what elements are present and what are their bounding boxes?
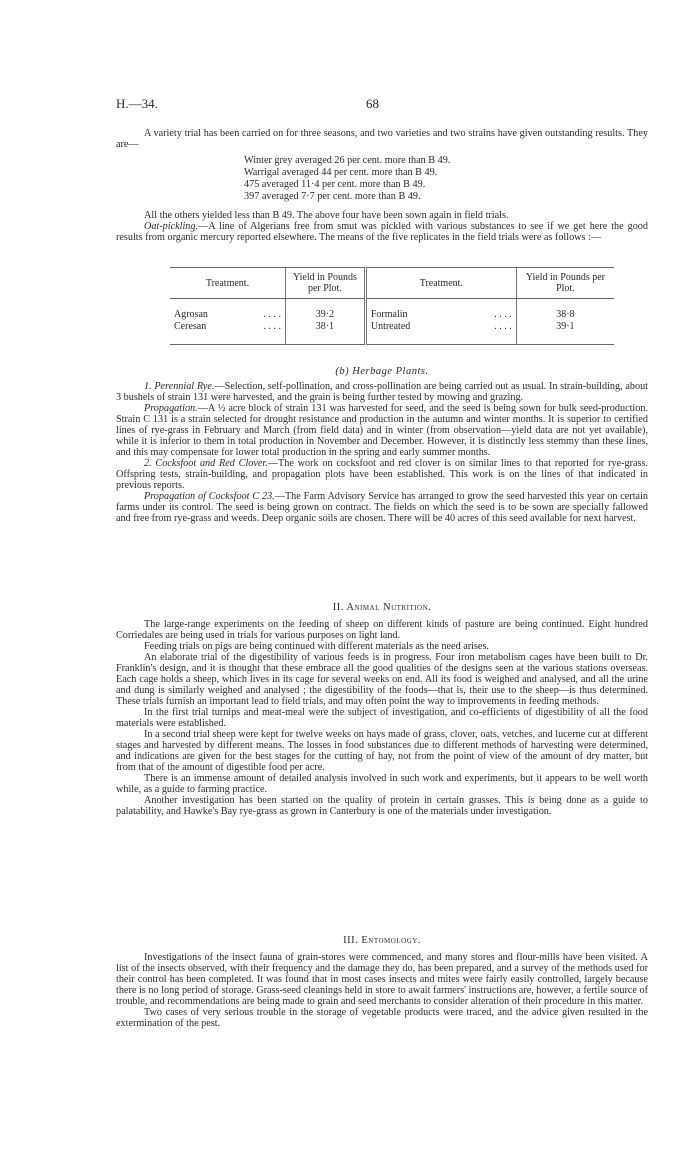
list-item: Winter grey averaged 26 per cent. more than B 49. (244, 155, 451, 166)
intro-paragraph (116, 128, 648, 150)
treatment-cell: Untreated (370, 320, 411, 332)
table-header: Treatment. (365, 268, 516, 299)
nutrition-paragraph: The large-range experiments on the feeding of sheep on different kinds of pasture are being continued. Eight hundred Corriedales are being used in trials for various purposes on light land. (116, 619, 648, 641)
yield-table (170, 267, 614, 345)
propagation-paragraph (116, 403, 648, 458)
nutrition-paragraph: There is an immense amount of detailed analysis involved in such work and experiments, but it appears to be well worth while, as a guide to farming practice. (116, 773, 648, 795)
nutrition-paragraph: Another investigation has been started on the quality of protein in certain grasses. This is being done as a guide to palatability, and Hawke's Bay rye-grass as grown in Canterbury is one of the materials under investigation. (116, 795, 648, 817)
document-code: H.—34. (116, 96, 158, 111)
propagation-text: —A ½ acre block of strain 131 was harvested for seed, and the seed is being sown for bulk seed-production. Strain C 131 is a strain selected for drought resistance and production in the autumn and winter months. It is superior to certified lines of rye-grass in February and March (from field data) and in winter (from observation—yield data are not yet available), while it is inferior to them in total production in November and December. However, it is distinctly less stemmy than these lines, and this may compensate for lower total production in the spring and early summer months. (116, 403, 648, 458)
list-item: 397 averaged 7·7 per cent. more than B 49. (244, 191, 421, 202)
oat-pickling-text: —A line of Algerians free from smut was pickled with various substances to see if we get here the good results from organic mercury reported elsewhere. The means of the five replicates in the field trials were as follows :— (116, 221, 648, 243)
oat-pickling-paragraph (116, 221, 648, 243)
variety-trial-text: A variety trial has been carried on for three seasons, and two varieties and two strains have given outstanding results. They are— (116, 128, 648, 150)
cocksfoot-text: —The work on cocksfoot and red clover is on similar lines to that reported for rye-grass. Offspring tests, strain-building, and propagation plots have been established. This work is on the lines of that indicated in previous reports. (116, 458, 648, 491)
list-item: 475 averaged 11·4 per cent. more than B 49. (244, 179, 426, 190)
herbage-heading-text: (b) Herbage Plants. (335, 366, 429, 377)
cocksfoot-title: 2. Cocksfoot and Red Clover. (144, 458, 268, 469)
table-row (170, 321, 614, 333)
nutrition-paragraph: Feeding trials on pigs are being continued with different materials as the need arises. (144, 641, 489, 652)
yield-cell: 39·1 (516, 321, 614, 333)
table-header: Treatment. (170, 268, 285, 299)
yield-cell: 38·1 (285, 321, 365, 333)
treatment-cell: Formalin (370, 308, 408, 320)
cocksfoot-paragraph (116, 458, 648, 491)
nutrition-paragraph: In a second trial sheep were kept for twelve weeks on hays made of grass, clover, oats, vetches, and lucerne cut at different stages and harvested by different means. The losses in food substances due to different methods of harvesting were determined, and indications are given for the best stages for the cutting of hay, not from the point of view of the amount of dry matter, but from that of the amount of digestible food per acre. (116, 729, 648, 773)
nutrition-paragraph: In the first trial turnips and meat-meal were the subject of investigation, and co-efficients of digestibility of all the food materials were established. (116, 707, 648, 729)
yield-cell: 39·2 (285, 309, 365, 321)
perennial-rye-title: 1. Perennial Rye. (144, 381, 215, 392)
leader-dots: . . . . (263, 308, 281, 320)
variety-results-list (244, 155, 450, 203)
cocksfoot-propagation-text: —The Farm Advisory Service has arranged to grow the seed harvested this year on certain farms under its control. The seed is being grown on contract. The fields on which the seed is to be sown are specially fallowed and free from rye-grass and weeds. Deep organic soils are chosen. There will be 40 acres of this seed available for next harvest. (116, 491, 648, 524)
list-item: Warrigal averaged 44 per cent. more than B 49. (244, 167, 438, 178)
perennial-rye-text: —Selection, self-pollination, and cross-pollination are being carried out as usual. In strain-building, about 3 bushels of strain 131 were harvested, and the grain is being further tested by mowing and grazing. (116, 381, 648, 403)
intro-continuation (116, 210, 648, 243)
herbage-section (116, 381, 648, 524)
herbage-heading (116, 366, 648, 377)
propagation-title: Propagation. (144, 403, 198, 414)
entomology-paragraph: Investigations of the insect fauna of grain-stores were commenced, and many stores and flour-mills have been visited. A list of the insects observed, with their frequency and the damage they do, has been prepared, and a survey of the methods used for their control has been completed. It was found that in most cases insects and mites were fairly easily controlled, largely because there is no long period of storage. Grass-seed cleanings held in store to await farmers' instructions are, however, a fertile source of trouble, and recommendations are being made to grain and seed merchants to consider alteration of their procedure in this matter. (116, 952, 648, 1007)
entomology-section (116, 952, 648, 1029)
treatment-cell: Agrosan (174, 308, 208, 320)
nutrition-paragraph: An elaborate trial of the digestibility of various feeds is in progress. Four iron metabolism cages have been built to Dr. Franklin's design, and it is thought that these embrace all the good qualities of the designs seen at the various stations overseas. Each cage holds a sheep, which lives in its cage for several weeks on end. All its food is weighed and analysed, and all the urine and dung is similarly weighed and analysed ; the digestibility of the foods—that is, their use to the sheep—is thus determined. These trials furnish an important lead to field trials, and may often point the way to improvements in feeding methods. (116, 652, 648, 707)
perennial-rye-paragraph (116, 381, 648, 403)
entomology-heading: III. Entomology. (343, 935, 421, 946)
page-header (116, 96, 648, 116)
leader-dots: . . . . (263, 320, 281, 332)
nutrition-heading: II. Animal Nutrition. (332, 602, 432, 613)
yield-cell: 38·8 (516, 309, 614, 321)
treatment-cell: Ceresan (174, 320, 207, 332)
nutrition-section (116, 619, 648, 817)
table-header: Yield in Pounds per Plot. (516, 268, 614, 299)
cocksfoot-propagation-paragraph (116, 491, 648, 524)
leader-dots: . . . . (494, 308, 512, 320)
leader-dots: . . . . (494, 320, 512, 332)
table-row (170, 309, 614, 321)
table-header: Yield in Pounds per Plot. (285, 268, 365, 299)
cocksfoot-propagation-title: Propagation of Cocksfoot C 23. (144, 491, 275, 502)
page-number: 68 (366, 96, 379, 111)
entomology-paragraph: Two cases of very serious trouble in the storage of vegetable products were traced, and the advice given resulted in the extermination of the pest. (116, 1007, 648, 1029)
others-text: All the others yielded less than B 49. The above four have been sown again in field trials. (144, 210, 509, 221)
oat-pickling-title: Oat-pickling. (144, 221, 199, 232)
